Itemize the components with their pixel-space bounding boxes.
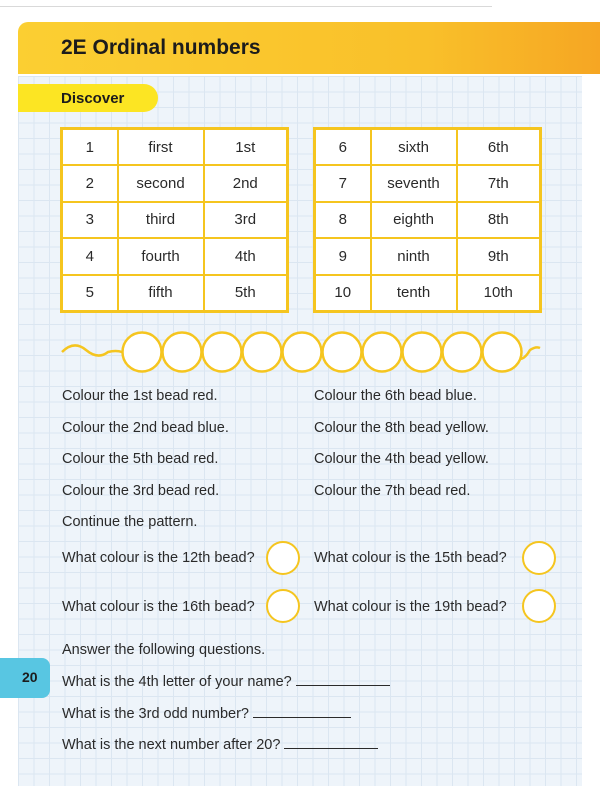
table-cell: second [118, 165, 204, 202]
ordinal-table-right [313, 127, 542, 313]
table-cell: seventh [371, 165, 457, 202]
table-cell: first [118, 129, 204, 166]
bead-string [60, 328, 542, 378]
table-cell: 2nd [204, 165, 288, 202]
table-cell: 2 [62, 165, 118, 202]
question-19th-bead: What colour is the 19th bead? [314, 599, 507, 615]
table-cell: 3 [62, 202, 118, 239]
table-cell: fourth [118, 238, 204, 275]
answer-question [62, 674, 390, 690]
table-row [62, 275, 288, 312]
table-cell: 7 [315, 165, 371, 202]
ordinal-table-left [60, 127, 289, 313]
table-cell: 10th [457, 275, 541, 312]
table-cell: 6 [315, 129, 371, 166]
table-cell: 8th [457, 202, 541, 239]
section-label: Discover [61, 90, 125, 107]
bead-5[interactable] [283, 333, 322, 372]
answer-question-text: What is the 4th letter of your name? [62, 674, 292, 690]
page-number: 20 [22, 669, 38, 685]
table-row [62, 129, 288, 166]
page-title: 2E Ordinal numbers [61, 36, 261, 59]
page-number-tab [0, 658, 50, 698]
table-cell: third [118, 202, 204, 239]
bead-6[interactable] [323, 333, 362, 372]
answer-question [62, 737, 378, 753]
table-cell: 9th [457, 238, 541, 275]
answer-circle-16th[interactable] [266, 589, 300, 623]
table-row [315, 238, 541, 275]
instruction-line: Colour the 5th bead red. [62, 451, 219, 467]
instruction-line: Colour the 6th bead blue. [314, 388, 477, 404]
answer-blank[interactable] [253, 717, 351, 718]
instruction-line: Continue the pattern. [62, 514, 198, 530]
table-row [315, 129, 541, 166]
question-16th-bead: What colour is the 16th bead? [62, 599, 255, 615]
table-cell: 4 [62, 238, 118, 275]
instruction-line: Colour the 3rd bead red. [62, 483, 220, 499]
table-cell: 8 [315, 202, 371, 239]
bead-8[interactable] [403, 333, 442, 372]
bead-4[interactable] [243, 333, 282, 372]
answer-circle-19th[interactable] [522, 589, 556, 623]
instruction-line: Colour the 4th bead yellow. [314, 451, 489, 467]
table-row [315, 275, 541, 312]
table-cell: 9 [315, 238, 371, 275]
table-cell: 1st [204, 129, 288, 166]
bead-3[interactable] [203, 333, 242, 372]
bead-9[interactable] [443, 333, 482, 372]
table-cell: 6th [457, 129, 541, 166]
instruction-line: Colour the 2nd bead blue. [62, 420, 229, 436]
instruction-line: Colour the 8th bead yellow. [314, 420, 489, 436]
bead-1[interactable] [123, 333, 162, 372]
answer-question-text: What is the next number after 20? [62, 737, 281, 753]
top-divider [0, 6, 492, 7]
table-cell: 7th [457, 165, 541, 202]
table-cell: 5 [62, 275, 118, 312]
table-row [315, 202, 541, 239]
answer-question [62, 706, 351, 722]
table-cell: 3rd [204, 202, 288, 239]
table-cell: 4th [204, 238, 288, 275]
answer-question-text: What is the 3rd odd number? [62, 706, 249, 722]
bead-2[interactable] [163, 333, 202, 372]
table-cell: 1 [62, 129, 118, 166]
table-cell: 10 [315, 275, 371, 312]
section-tab-discover [18, 84, 158, 112]
question-12th-bead: What colour is the 12th bead? [62, 550, 255, 566]
table-row [62, 165, 288, 202]
table-cell: sixth [371, 129, 457, 166]
answer-blank[interactable] [284, 748, 378, 749]
bead-group [123, 333, 522, 372]
table-cell: eighth [371, 202, 457, 239]
question-15th-bead: What colour is the 15th bead? [314, 550, 507, 566]
table-row [62, 202, 288, 239]
answer-blank[interactable] [296, 685, 390, 686]
answer-circle-12th[interactable] [266, 541, 300, 575]
bead-7[interactable] [363, 333, 402, 372]
instruction-line: Colour the 7th bead red. [314, 483, 471, 499]
string-left [62, 345, 122, 355]
table-cell: ninth [371, 238, 457, 275]
table-row [62, 238, 288, 275]
answer-circle-15th[interactable] [522, 541, 556, 575]
table-row [315, 165, 541, 202]
answer-heading: Answer the following questions. [62, 642, 266, 658]
instruction-line: Colour the 1st bead red. [62, 388, 218, 404]
table-cell: tenth [371, 275, 457, 312]
header-banner [18, 22, 600, 74]
bead-10[interactable] [483, 333, 522, 372]
table-cell: 5th [204, 275, 288, 312]
table-cell: fifth [118, 275, 204, 312]
